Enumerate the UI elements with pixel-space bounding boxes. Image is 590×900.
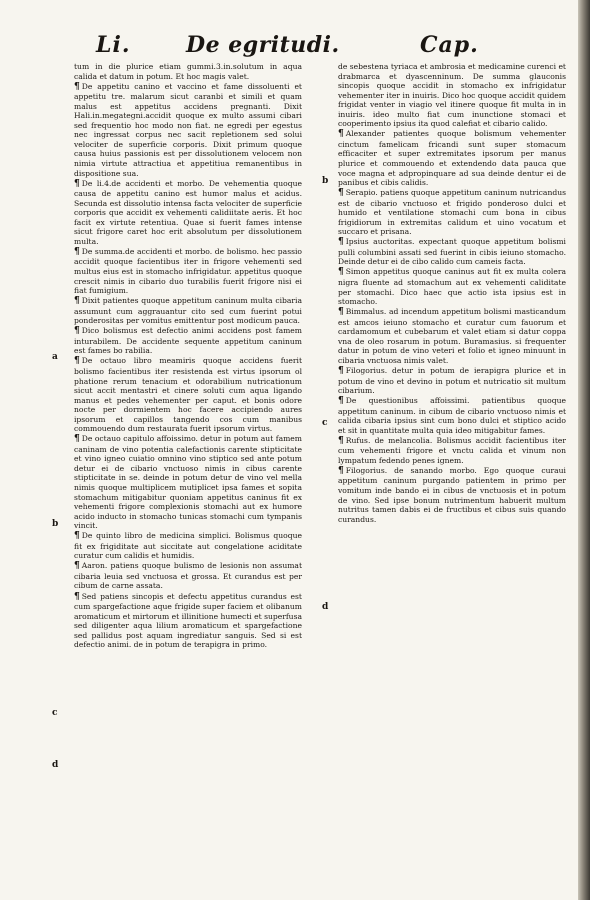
pilcrow-icon: ¶	[74, 561, 80, 572]
chapter-heading: Cap.	[420, 32, 479, 58]
margin-letter: d	[322, 602, 329, 612]
pilcrow-icon: ¶	[74, 246, 80, 257]
text-paragraph: ¶ De octauo capitulo affoissimo. detur in potum aut famem caninam de vino potentia calefactionis carente stipticitate et vino igneo cuiatio omnino vino stiptico sed ante potum detur ei de cibario vnctuoso nimis in cibus carente stipticitate in se. deinde in potum detur de vino vel mella nimis quoque multiplicem mutiplicet ipsa fames et sopita stomachum mitigabitur quoniam appetitus caninus fit ex vehementi frigore complexionis stomachi aut ex humore acido inducto in stomacho tunicas stomachi cum tympanis vincit.	[74, 434, 302, 531]
text-paragraph: ¶ De li.4.de accidenti et morbo. De vehementia quoque causa de appetitu canino est humor malus et acidus. Secunda est dissolutio intensa facta velociter de superficie corporis que accidit ex vehementi calidiitate aeris. Et hoc facit ex virtute retentiua. Quae si fuerit fames intense sicut frigore caret hoc erit absolutum per dissolutionem multa.	[74, 178, 302, 246]
pilcrow-icon: ¶	[74, 434, 80, 445]
running-head	[0, 26, 578, 66]
pilcrow-icon: ¶	[74, 531, 80, 542]
text-paragraph: ¶ Alexander patientes quoque bolismum vehementer cinctum famelicam fricandi sunt super stomacum efficaciter et super extremitates ipsorum per manus plurice et commouendo et extendendo data pauca que voce magna et adpropinquare ad sua deinde dentur ei de panibus et cibis calidis.	[338, 129, 566, 188]
text-paragraph: ¶ Aaron. patiens quoque bulismo de lesionis non assumat cibaria leuia sed vnctuosa et grossa. Et curandus est per cibum de carne assata.	[74, 561, 302, 591]
margin-letter: a	[52, 352, 58, 362]
pilcrow-icon: ¶	[74, 356, 80, 367]
left-text-column	[74, 62, 302, 650]
pilcrow-icon: ¶	[338, 307, 344, 318]
folio-number: Li.	[96, 32, 131, 58]
text-paragraph: tum in die plurice etiam gummi.3.in.solutum in aqua calida et datum in potum. Et hoc magis valet.	[74, 62, 302, 81]
text-paragraph: ¶ De summa.de accidenti et morbo. de bolismo. hec passio accidit quoque facientibus iter in frigore vehementi sed multus eius est in stomacho infrigidatur. appetitus quoque crescit nimis in cibario duo turabilis fuerit frigore nisi ei fiat fumigium.	[74, 246, 302, 296]
pilcrow-icon: ¶	[338, 188, 344, 199]
pilcrow-icon: ¶	[338, 365, 344, 376]
text-paragraph: ¶ De questionibus affoissimi. patientibus quoque appetitum caninum. in cibum de cibario vnctuoso nimis et calida cibaria ipsius sint cum bono dulci et stiptico acido et sit in quantitate multa quia ideo mitigabitur fames.	[338, 396, 566, 435]
margin-letter: d	[52, 760, 59, 770]
pilcrow-icon: ¶	[338, 465, 344, 476]
text-paragraph: ¶ De quinto libro de medicina simplici. Bolismus quoque fit ex frigiditate aut siccitate aut congelatione aciditate curatur cum calidis et humidis.	[74, 531, 302, 561]
text-paragraph: ¶ Ipsius auctoritas. expectant quoque appetitum bolismi pulli columbini assati sed fuerint in cibis ieiuno stomacho. Deinde detur ei de cibo calido cum cameis facta.	[338, 237, 566, 267]
pilcrow-icon: ¶	[74, 81, 80, 92]
running-title: De egritudi.	[186, 32, 340, 58]
margin-letter: c	[52, 708, 58, 718]
text-paragraph: de sebestena tyriaca et ambrosia et medicamine curenci et drabmarca et dyascenninum. De summa glauconis sincopis quoque accidit in stomacho ex infrigidatur vehementer iter in inuiris. Dico hoc quoque accidit quidem frigidat venter in viagio vel itinere quoque fit multa in in inuiris. ideo multo fiat cum inunctione stomaci et cooperimento ipsius ita quod calefiat et cibario calido.	[338, 62, 566, 129]
text-paragraph: ¶ De appetitu canino et vaccino et fame dissoluenti et appetitu tre. malarum sicut caranbi et simili et quam malus est appetitus accidens pregnanti. Dixit Hali.in.megategni.accidit quoque ex multo assumi cibari sed frequentio hoc modo non fiat. ne egredi per egestus nec ingressat corpus nec sacit repletionem sed solui velociter de superficie corporis. Dixit primum quoque causa huius passionis est per dissolutionem velocem non nimia virtute attractiua et appetitiua remanentibus in dispositione sua.	[74, 81, 302, 178]
pilcrow-icon: ¶	[74, 178, 80, 189]
page-edge-shadow	[578, 0, 590, 900]
pilcrow-icon: ¶	[338, 435, 344, 446]
text-paragraph: ¶ De octauo libro meamiris quoque accidens fuerit bolismo facientibus iter resistenda est virtus ipsorum ol phatione rerum tenacium et odorabilium nutricationum sicut accit mentastri et cinere soluti cum aqua ligando manus et pedes vehementer per caput. et bonis odore nocte per dormientem hoc facere accipiendo aures ipsorum et capillos tangendo cos cum manibus commouendo dum restaurata fuerit ipsorum virtus.	[74, 356, 302, 434]
text-paragraph: ¶ Serapio. patiens quoque appetitum caninum nutricandus est de cibario vnctuoso et frigido ponderoso dulci et humido et ventilatione stomachi cum bona in cibus frigidiorum in extremitas calidum et uino vocatum et succaro et prisana.	[338, 188, 566, 237]
text-paragraph: ¶ Filogorius. detur in potum de ierapigra plurice et in potum de vino et devino in potum et nutricatio sit multum cibarium.	[338, 365, 566, 396]
pilcrow-icon: ¶	[338, 237, 344, 248]
pilcrow-icon: ¶	[74, 591, 80, 602]
pilcrow-icon: ¶	[338, 129, 344, 140]
margin-letter: c	[322, 418, 328, 428]
pilcrow-icon: ¶	[338, 396, 344, 407]
text-paragraph: ¶ Dixit patientes quoque appetitum caninum multa cibaria assumunt cum aggrauantur cito sed cum fuerint potui ponderositas per vomitus emittentur post modicum pauca.	[74, 296, 302, 326]
text-paragraph: ¶ Sed patiens sincopis et defectu appetitus curandus est cum spargefactione aque frigide super faciem et olibanum aromaticum et mirtorum et illinitione humecti et superfusa sed diligenter aqua lilium aromaticum et spargefactione sed pallidus post aquam ingrediatur sanguis. Sed si est defectio animi. de in potum de terapigra in primo.	[74, 591, 302, 650]
pilcrow-icon: ¶	[338, 267, 344, 278]
text-paragraph: ¶ Dico bolismus est defectio animi accidens post famem inturabilem. De accidente sequente appetitum caninum est fames bo rabilia.	[74, 326, 302, 356]
pilcrow-icon: ¶	[74, 326, 80, 337]
text-paragraph: ¶ Simon appetitus quoque caninus aut fit ex multa colera nigra fluente ad stomachum aut ex vehementi caliditate per stomachi. Dico haec que actio ista ipsius est in stomacho.	[338, 267, 566, 307]
right-text-column	[338, 62, 566, 525]
pilcrow-icon: ¶	[74, 296, 80, 307]
text-paragraph: ¶ Filogorius. de sanando morbo. Ego quoque curaui appetitum caninum purgando patientem in primo per vomitum inde bando ei in cibus de vnctuosis et in potum de vino. Sed ipse bonum nutrimentum habuerit multum nutritus tamen dabis ei de fructibus et cibus suis quando curandus.	[338, 465, 566, 524]
margin-letter: b	[322, 176, 329, 186]
text-paragraph: ¶ Rufus. de melancolia. Bolismus accidit facientibus iter cum vehementi frigore et vnctu calida et vinum non lympatum fedendo penes ignem.	[338, 435, 566, 465]
margin-letter: b	[52, 519, 59, 529]
text-paragraph: ¶ Bimmalus. ad incendum appetitum bolismi masticandum est amcos ieiuno stomacho et curatur cum fauorum et cardamomum et cubebarum et valet etiam si datur coppa vna de oleo rosarum in potum. Buramasius. si frequenter datur in potum de vino veteri et folio et igneo minuunt in cibaria vnctuosa nimis valet.	[338, 307, 566, 365]
